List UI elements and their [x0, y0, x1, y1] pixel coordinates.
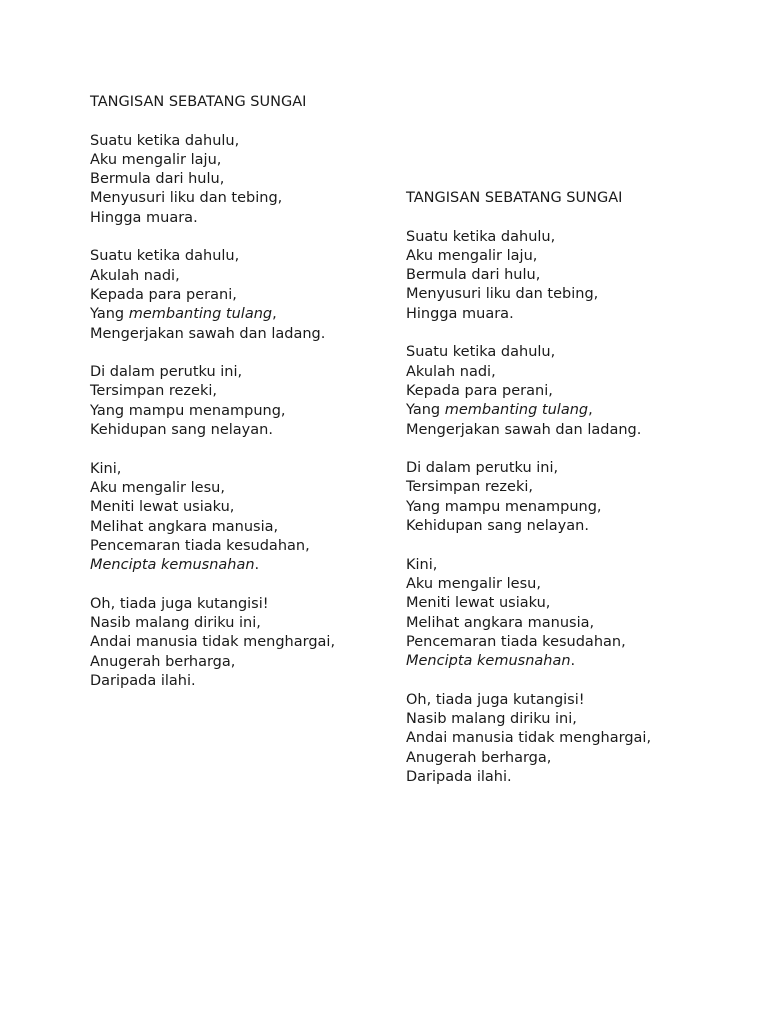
poem-line: Oh, tiada juga kutangisi! — [90, 595, 269, 612]
poem-line-mixed — [406, 401, 706, 420]
poem-line: Kini, — [406, 556, 438, 573]
poem-line: Kepada para perani, — [406, 382, 553, 399]
stanza-3 — [90, 363, 390, 440]
poem-line: Tersimpan rezeki, — [406, 479, 534, 496]
poem-line: Di dalam perutku ini, — [406, 460, 559, 477]
poem-line: Hingga muara. — [406, 305, 514, 322]
poem-right — [406, 189, 706, 807]
poem-line: Kehidupan sang nelayan. — [406, 518, 589, 535]
poem-line: Nasib malang diriku ini, — [90, 615, 261, 632]
poem-line: Oh, tiada juga kutangisi! — [406, 691, 585, 708]
poem-text: . — [570, 653, 576, 670]
poem-line: Kini, — [90, 460, 122, 477]
poem-line: Anugerah berharga, — [406, 749, 552, 766]
stanza-5 — [90, 595, 390, 691]
poem-line: Anugerah berharga, — [90, 653, 236, 670]
poem-line: Suatu ketika dahulu, — [406, 228, 556, 245]
poem-text: . — [254, 557, 260, 574]
poem-line: Daripada ilahi. — [90, 672, 196, 689]
poem-line: Andai manusia tidak menghargai, — [90, 634, 336, 651]
stanza-2 — [90, 247, 390, 343]
poem-text: Yang — [406, 402, 445, 419]
italic-phrase: membanting tulang — [444, 402, 589, 419]
poem-line: Melihat angkara manusia, — [90, 518, 279, 535]
stanza-5 — [406, 691, 706, 787]
poem-line: Aku mengalir laju, — [406, 247, 538, 264]
poem-line: Menyusuri liku dan tebing, — [90, 190, 283, 207]
stanza-1 — [90, 132, 390, 228]
poem-line: Hingga muara. — [90, 209, 198, 226]
poem-line: Andai manusia tidak menghargai, — [406, 730, 652, 747]
poem-line: Pencemaran tiada kesudahan, — [406, 633, 626, 650]
poem-line: Nasib malang diriku ini, — [406, 711, 577, 728]
stanza-3 — [406, 459, 706, 536]
poem-line: Kehidupan sang nelayan. — [90, 422, 273, 439]
poem-line: Menyusuri liku dan tebing, — [406, 286, 599, 303]
poem-line-mixed — [90, 305, 390, 324]
poem-line: Kepada para perani, — [90, 286, 237, 303]
poem-line: Akulah nadi, — [90, 267, 180, 284]
poem-line: Melihat angkara manusia, — [406, 614, 595, 631]
poem-line: Di dalam perutku ini, — [90, 364, 243, 381]
italic-phrase: membanting tulang — [128, 306, 273, 323]
poem-line: Aku mengalir laju, — [90, 151, 222, 168]
poem-line-mixed — [406, 652, 706, 671]
poem-line: Akulah nadi, — [406, 363, 496, 380]
poem-line: Pencemaran tiada kesudahan, — [90, 537, 310, 554]
poem-line: Tersimpan rezeki, — [90, 383, 218, 400]
stanza-4 — [90, 460, 390, 576]
poem-line-mixed — [90, 556, 390, 575]
poem-line: Meniti lewat usiaku, — [90, 499, 235, 516]
italic-phrase: Mencipta kemusnahan — [406, 653, 571, 670]
poem-line: Mengerjakan sawah dan ladang. — [90, 325, 326, 342]
italic-phrase: Mencipta kemusnahan — [90, 557, 255, 574]
poem-line: Meniti lewat usiaku, — [406, 595, 551, 612]
poem-line: Yang mampu menampung, — [406, 498, 602, 515]
poem-line: Yang mampu menampung, — [90, 402, 286, 419]
poem-line: Bermula dari hulu, — [406, 267, 541, 284]
stanza-2 — [406, 343, 706, 439]
poem-title: TANGISAN SEBATANG SUNGAI — [406, 190, 623, 206]
poem-line: Bermula dari hulu, — [90, 171, 225, 188]
poem-text: , — [588, 402, 593, 419]
poem-line: Suatu ketika dahulu, — [90, 248, 240, 265]
stanza-1 — [406, 228, 706, 324]
poem-title: TANGISAN SEBATANG SUNGAI — [90, 94, 307, 110]
poem-line: Mengerjakan sawah dan ladang. — [406, 421, 642, 438]
poem-line: Aku mengalir lesu, — [90, 479, 225, 496]
poem-line: Daripada ilahi. — [406, 768, 512, 785]
poem-text: Yang — [90, 306, 129, 323]
poem-line: Suatu ketika dahulu, — [90, 132, 240, 149]
poem-line: Suatu ketika dahulu, — [406, 344, 556, 361]
poem-left — [90, 93, 390, 711]
stanza-4 — [406, 556, 706, 672]
poem-text: , — [272, 306, 277, 323]
poem-line: Aku mengalir lesu, — [406, 575, 541, 592]
